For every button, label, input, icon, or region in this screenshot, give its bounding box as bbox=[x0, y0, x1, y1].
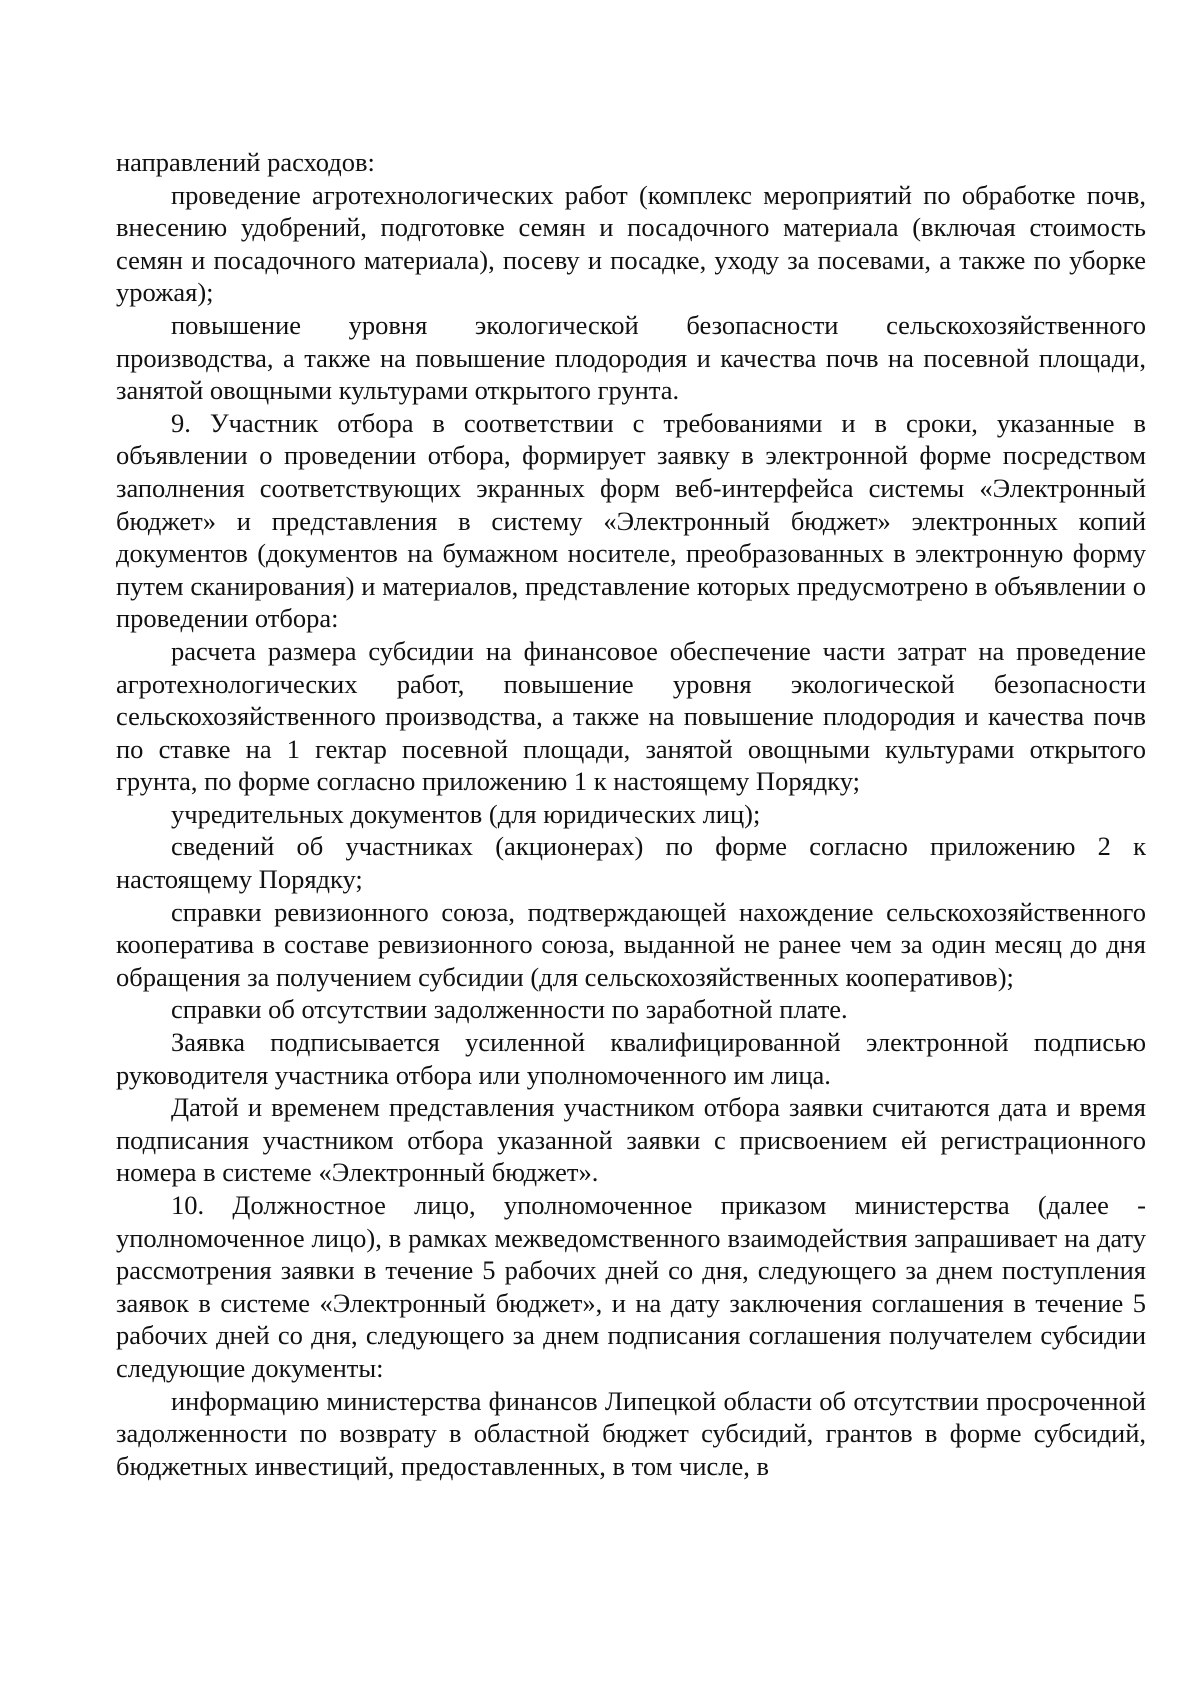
paragraph-wage-debt-certificate: справки об отсутствии задолженности по заработной плате. bbox=[171, 994, 848, 1025]
paragraph-submission-date: Датой и временем представления участником отбора заявки считаются дата и время подписания участником отбора указанной заявки с присвоением ей регистрационного номера в системе «Электронный бюджет». bbox=[116, 1092, 1146, 1188]
document-page bbox=[116, 146, 1146, 1482]
paragraph-ecological-safety: повышение уровня экологической безопасности сельскохозяйственного производства, а также на повышение плодородия и качества почв на посевной площади, занятой овощными культурами открытого грунта. bbox=[116, 309, 1146, 406]
paragraph-finance-ministry-info: информацию министерства финансов Липецкой области об отсутствии просроченной задолженности по возврату в областной бюджет субсидий, грантов в форме субсидий, бюджетных инвестиций, предоставленных, в том числе, в bbox=[116, 1385, 1146, 1481]
paragraph-agrotech-works: проведение агротехнологических работ (комплекс мероприятий по обработке почв, внесению удобрений, подготовке семян и посадочного материала (включая стоимость семян и посадочного материала), посеву и посадке, уходу за посевами, а также по уборке урожая); bbox=[116, 179, 1146, 308]
paragraph-subsidy-calculation: расчета размера субсидии на финансовое обеспечение части затрат на проведение агротехнологических работ, повышение уровня экологической безопасности сельскохозяйственного производства, а также на повышение плодородия и качества почв по ставке на 1 гектар посевной площади, занятой овощными культурами открытого грунта, по форме согласно приложению 1 к настоящему Порядку; bbox=[116, 635, 1146, 797]
paragraph-application-signature: Заявка подписывается усиленной квалифицированной электронной подписью руководителя участника отбора или уполномоченного им лица. bbox=[116, 1027, 1146, 1090]
paragraph-item-10: 10. Должностное лицо, уполномоченное приказом министерства (далее - уполномоченное лицо), в рамках межведомственного взаимодействия запрашивает на дату рассмотрения заявки в течение 5 рабочих дней со дня, следующего за днем поступления заявок в системе «Электронный бюджет», и на дату заключения соглашения в течение 5 рабочих дней со дня, следующего за днем подписания соглашения получателем субсидии следующие документы: bbox=[116, 1190, 1146, 1383]
paragraph-founding-documents: учредительных документов (для юридических лиц); bbox=[171, 798, 761, 829]
paragraph-expense-directions: направлений расходов: bbox=[116, 147, 375, 177]
paragraph-participants-info: сведений об участниках (акционерах) по форме согласно приложению 2 к настоящему Порядку; bbox=[116, 831, 1146, 895]
paragraph-audit-union-certificate: справки ревизионного союза, подтверждающей нахождение сельскохозяйственного кооператива в составе ревизионного союза, выданной не ранее чем за один месяц до дня обращения за получением субсидии (для сельскохозяйственных кооперативов); bbox=[116, 896, 1146, 992]
paragraph-item-9: 9. Участник отбора в соответствии с требованиями и в сроки, указанные в объявлении о проведении отбора, формирует заявку в электронной форме посредством заполнения соответствующих экранных форм веб-интерфейса системы «Электронный бюджет» и представления в систему «Электронный бюджет» электронных копий документов (документов на бумажном носителе, преобразованных в электронную форму путем сканирования) и материалов, представление которых предусмотрено в объявлении о проведении отбора: bbox=[116, 407, 1146, 634]
